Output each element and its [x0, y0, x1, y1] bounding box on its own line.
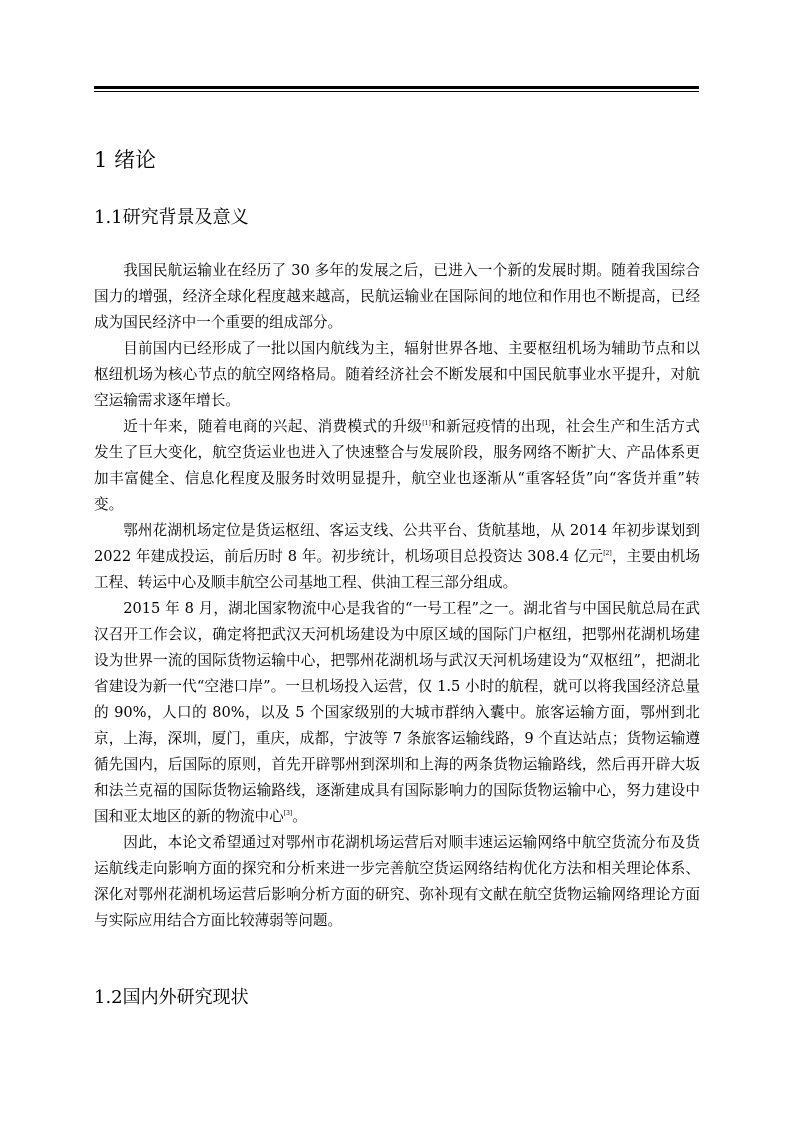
section-heading-1-1: [94, 205, 249, 231]
section-title: 国内外研究现状: [122, 987, 249, 1008]
paragraph-6: [94, 830, 700, 934]
chapter-number: 1: [94, 148, 108, 172]
paragraph-text: 目前国内已经形成了一批以国内航线为主，辐射世界各地、主要枢纽机场为辅助节点和以枢纽机场为核心节点的航空网络格局。随着经济社会不断发展和中国民航事业水平提升，对航空运输需求逐年增长。: [94, 340, 700, 409]
chapter-title: 绪论: [114, 148, 157, 172]
citation-1[interactable]: [1]: [422, 420, 431, 428]
citation-2[interactable]: [2]: [603, 550, 612, 558]
paragraph-3: [94, 414, 700, 518]
paragraph-text: 近十年来，随着电商的兴起、消费模式的升级: [123, 418, 423, 435]
section-number: 1.1: [94, 207, 123, 228]
section-body: [94, 258, 700, 934]
section-title: 研究背景及意义: [122, 207, 249, 228]
citation-3[interactable]: [3]: [283, 810, 293, 818]
header-rule-thick: [94, 86, 699, 89]
paragraph-text: 2015 年 8 月，湖北国家物流中心是我省的“一号工程”之一。湖北省与中国民航总局在武汉召开工作会议，确定将把武汉天河机场建设为中原区域的国际门户枢纽，把鄂州花湖机场建设为世界一流的国际货物运输中心，把鄂州花湖机场与武汉天河机场建设为“双枢纽”，把湖北省建设为新一代“空港口岸”。一旦机场投入运营，仅 1.5 小时的航程，就可以将我国经济总量的 90%，人口的 80%，以及 5 个国家级别的大城市群纳入囊中。旅客运输方面，鄂州到北京，上海，深圳，厦门，重庆，成都，宁波等 7 条旅客运输线路，9 个直达站点；货物运输遵循先国内，后国际的原则，首先开辟鄂州到深圳和上海的两条货物运输路线，然后再开辟大坂和法兰克福的国际货物运输路线，逐渐建成具有国际影响力的国际货物运输中心，努力建设中国和亚太地区的新的物流中心: [94, 600, 700, 825]
paragraph-text: 我国民航运输业在经历了 30 多年的发展之后，已进入一个新的发展时期。随着我国综合国力的增强，经济全球化程度越来越高，民航运输业在国际间的地位和作用也不断提高，已经成为国民经济中一个重要的组成部分。: [94, 262, 700, 331]
paragraph-text: ，主要由机场工程、转运中心及顺丰航空公司基地工程、供油工程三部分组成。: [94, 548, 700, 591]
section-heading-1-2: [94, 985, 249, 1011]
paragraph-4: [94, 518, 700, 596]
header-rule-thin: [94, 91, 699, 92]
paragraph-2: [94, 336, 700, 414]
paragraph-text: 因此，本论文希望通过对鄂州市花湖机场运营后对顺丰速运运输网络中航空货流分布及货运航线走向影响方面的探究和分析来进一步完善航空货运网络结构优化方法和相关理论体系、深化对鄂州花湖机场运营后影响分析方面的研究、弥补现有文献在航空货物运输网络理论方面与实际应用结合方面比较薄弱等问题。: [94, 834, 700, 929]
paragraph-text: 和新冠疫情的出现，社会生产和生活方式发生了巨大变化，航空货运业也进入了快速整合与发展阶段，服务网络不断扩大、产品体系更加丰富健全、信息化程度及服务时效明显提升，航空业也逐渐从“重客轻货”向“客货并重”转变。: [94, 418, 700, 513]
chapter-heading: [94, 146, 156, 174]
paragraph-1: [94, 258, 700, 336]
paragraph-5: [94, 596, 700, 830]
paragraph-text: 鄂州花湖机场定位是货运枢纽、客运支线、公共平台、货航基地，从 2014 年初步谋划到 2022 年建成投运，前后历时 8 年。初步统计，机场项目总投资达 308.4 亿元: [94, 522, 700, 565]
section-number: 1.2: [94, 987, 123, 1008]
paragraph-text: 。: [292, 808, 307, 825]
